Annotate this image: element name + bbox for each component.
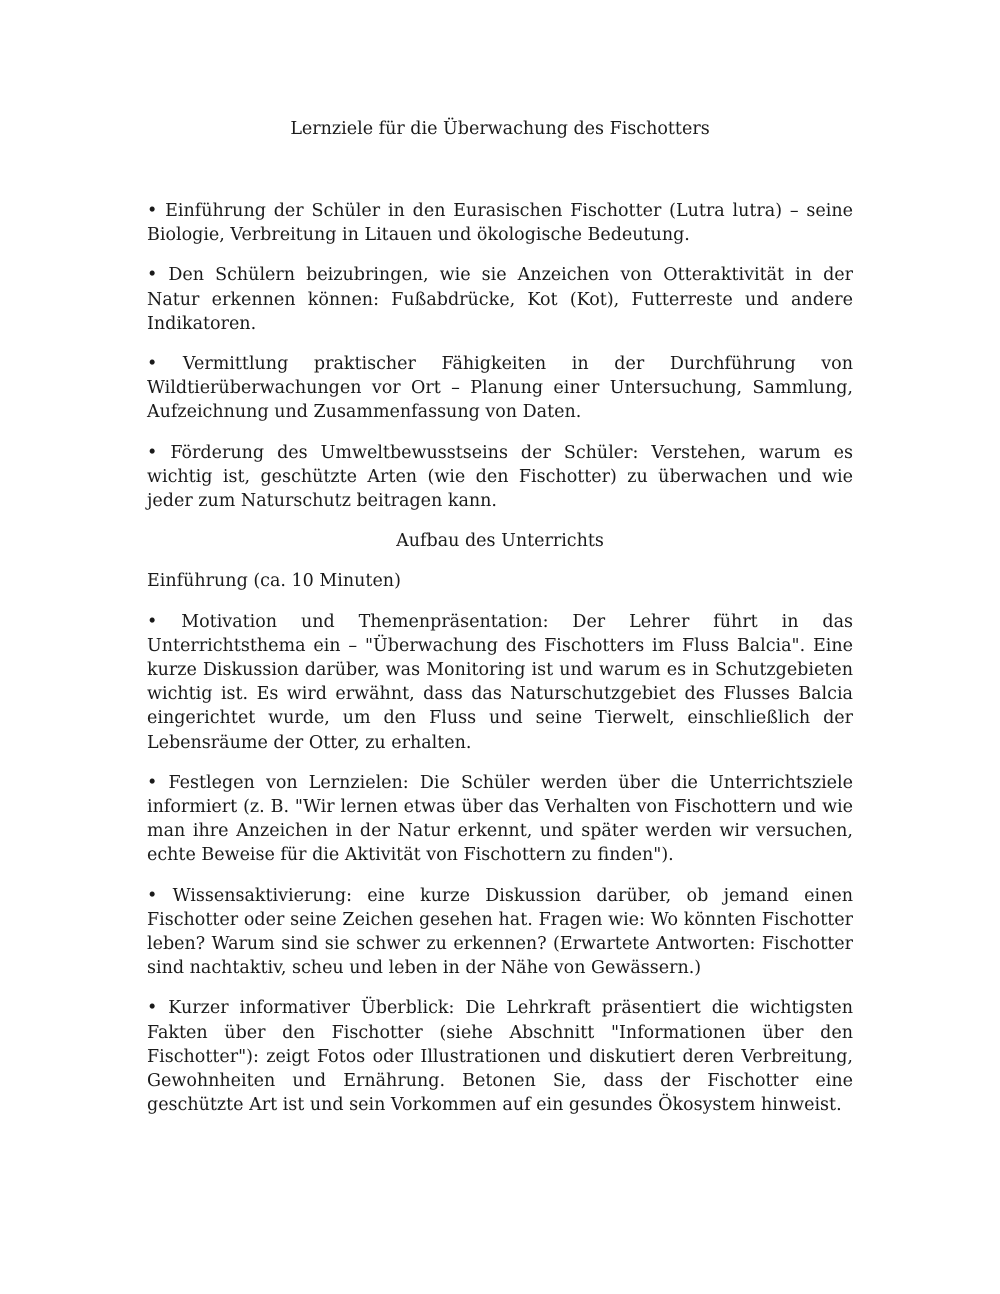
structure-heading: Aufbau des Unterrichts [396, 531, 604, 552]
intro-item: • Motivation und Themenpräsentation: Der Lehrer führt in das Unterrichtsthema ein – "Überwachung des Fischotters im Fluss Balcia". Eine kurze Diskussion darüber, was Monitoring ist und warum es in Schutzgebieten wichtig ist. Es wird erwähnt, dass das Naturschutzgebiet des Flusses Balcia eingerichtet wurde, um den Fluss und seine Tierwelt, einschließlich der Lebensräume der Otter, zu erhalten. [147, 611, 853, 753]
goal-item: • Einführung der Schüler in den Eurasischen Fischotter (Lutra lutra) – seine Biologie, Verbreitung in Litauen und ökologische Bedeutung. [147, 201, 853, 246]
document-title: Lernziele für die Überwachung des Fischotters [290, 119, 710, 139]
goal-item: • Vermittlung praktischer Fähigkeiten in der Durchführung von Wildtierüberwachungen vor Ort – Planung einer Untersuchung, Sammlung, Aufzeichnung und Zusammenfassung von Daten. [147, 354, 853, 423]
goal-item: • Den Schülern beizubringen, wie sie Anzeichen von Otteraktivität in der Natur erkennen können: Fußabdrücke, Kot (Kot), Futterreste und andere Indikatoren. [147, 265, 853, 334]
intro-heading: Einführung (ca. 10 Minuten) [147, 571, 401, 592]
intro-item: • Wissensaktivierung: eine kurze Diskussion darüber, ob jemand einen Fischotter oder seine Zeichen gesehen hat. Fragen wie: Wo könnten Fischotter leben? Warum sind sie schwer zu erkennen? (Erwartete Antworten: Fischotter sind nachtaktiv, scheu und leben in der Nähe von Gewässern.) [147, 885, 853, 979]
intro-item: • Festlegen von Lernzielen: Die Schüler werden über die Unterrichtsziele informiert (z. B. "Wir lernen etwas über das Verhalten von Fischottern und wie man ihre Anzeichen in der Natur erkennt, und später werden wir versuchen, echte Beweise für die Aktivität von Fischottern zu finden"). [147, 772, 853, 866]
document-page [147, 117, 853, 1134]
goal-item: • Förderung des Umweltbewusstseins der Schüler: Verstehen, warum es wichtig ist, geschützte Arten (wie den Fischotter) zu überwachen und wie jeder zum Naturschutz beitragen kann. [147, 442, 853, 512]
intro-item: • Kurzer informativer Überblick: Die Lehrkraft präsentiert die wichtigsten Fakten über den Fischotter (siehe Abschnitt "Informationen über den Fischotter"): zeigt Fotos oder Illustrationen und diskutiert deren Verbreitung, Gewohnheiten und Ernährung. Betonen Sie, dass der Fischotter eine geschützte Art ist und sein Vorkommen auf ein gesundes Ökosystem hinweist. [147, 998, 853, 1116]
